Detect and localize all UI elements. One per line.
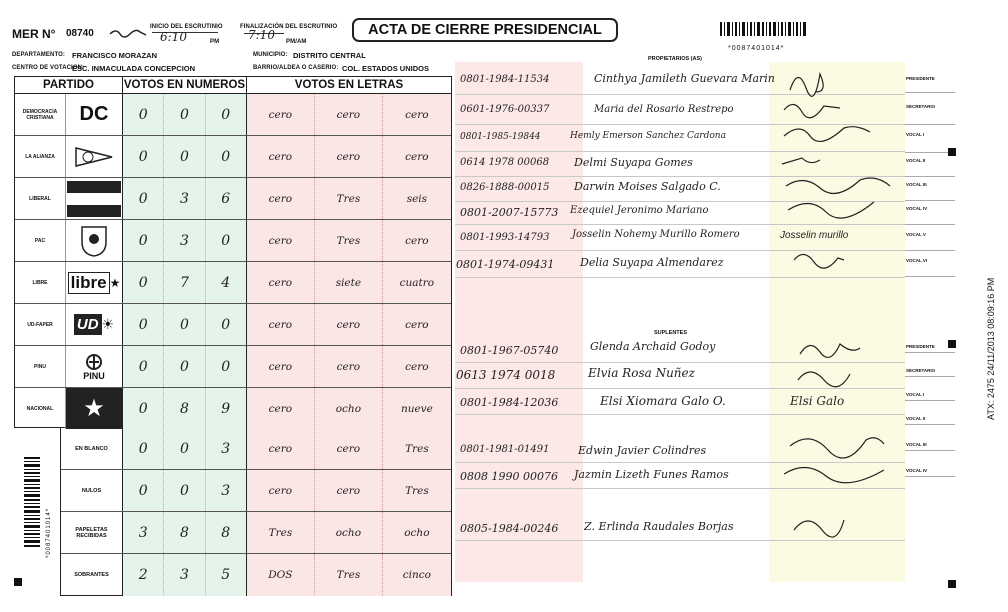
suplente-id: 0805-1984-00246 [460,522,559,535]
vote-word: cero [383,94,451,135]
row-label: EN BLANCO [61,428,123,469]
vote-digit: 3 [206,428,247,469]
vote-digit: 4 [206,262,247,303]
suplente-signature-text: Elsi Galo [790,394,845,408]
propietario-id: 0601-1976-00337 [460,104,550,115]
signature-scribble [800,344,860,357]
suplente-name: Elvia Rosa Nuñez [588,366,695,380]
vote-word: cero [247,388,315,429]
barcode-top-number: *0087401014* [728,45,785,52]
vote-digit: 0 [123,304,164,345]
barcode-top [718,22,828,44]
vote-digit: 0 [123,220,164,261]
vote-word: cero [247,346,315,387]
centro-value: ESC. INMACULADA CONCEPCION [72,64,196,73]
vote-digit: 3 [206,470,247,511]
signature-scribble [784,127,870,142]
cne-logo-icon [108,26,148,38]
vote-word: cero [247,220,315,261]
signature-scribble [790,74,823,96]
barrio-value: COL. ESTADOS UNIDOS [342,64,429,73]
role-label: VOCAL IV [906,468,928,473]
vote-word: siete [315,262,383,303]
vote-digit: 0 [164,346,205,387]
vote-digit: 3 [123,512,164,553]
role-label: SECRETARIO [906,368,936,373]
propietario-id: 0801-2007-15773 [460,206,559,219]
vote-digit: 8 [164,388,205,429]
vote-word: ocho [315,512,383,553]
suplente-name: Edwin Javier Colindres [578,444,707,457]
propietario-name: Josselin Nohemy Murillo Romero [572,229,740,240]
departamento-value: FRANCISCO MORAZAN [72,51,157,60]
suplentes-label: SUPLENTES [654,330,688,336]
propietario-name: Hemly Emerson Sanchez Cardona [570,131,726,141]
vote-word: Tres [315,178,383,219]
municipio-label: MUNICIPIO: [253,52,288,58]
suplente-id: 0808 1990 00076 [460,470,558,483]
vote-table-header [15,77,451,94]
mer-label: MER N° [12,27,56,41]
suplente-name: Elsi Xiomara Galo O. [600,394,726,408]
libre-logo-icon: libre ★ [65,262,122,303]
party-row-dc [15,94,451,136]
role-label: PRESIDENTE [906,76,935,81]
vote-digit: 6 [206,178,247,219]
propietario-name: Cinthya Jamileth Guevara Marin [594,72,775,85]
vote-digit: 0 [164,428,205,469]
vote-digit: 7 [164,262,205,303]
vote-word: cero [247,136,315,177]
suplente-id: 0613 1974 0018 [456,368,556,382]
vote-digit: 0 [206,220,247,261]
role-label: VOCAL VI [906,258,928,263]
party-name: UD-FAPER [27,321,53,328]
vote-word: cero [247,94,315,135]
vote-word: DOS [247,554,315,596]
propietario-id: 0801-1984-11534 [460,74,550,85]
role-label: VOCAL V [906,232,926,237]
party-row-libre [15,262,451,304]
vote-digit: 0 [123,94,164,135]
row-nulos [61,470,451,512]
party-row-ud [15,304,451,346]
party-row-alianza [15,136,451,178]
party-name: PAC [34,237,46,244]
registration-mark [948,148,956,156]
registration-mark [14,578,22,586]
vote-word: cero [315,304,383,345]
propietario-name: Delia Suyapa Almendarez [580,256,724,269]
suplente-name: Glenda Archaid Godoy [590,340,716,353]
inicio-meridiem: PM [210,39,220,45]
vote-digit: 8 [206,512,247,553]
vote-digit: 0 [123,470,164,511]
vote-digit: 5 [206,554,247,596]
propietario-name: Delmi Suyapa Gomes [574,156,693,169]
row-papeletas [61,512,451,554]
vote-word: cero [315,94,383,135]
signature-scribble [790,438,884,458]
row-label: PAPELETAS RECIBIDAS [61,512,123,553]
fin-meridiem: PM/AM [286,39,307,45]
suplente-name: Jazmin Lizeth Funes Ramos [574,468,729,481]
vote-digit: 0 [206,346,247,387]
centro-label: CENTRO DE VOTACION: [12,65,85,71]
party-name: LIBERAL [29,195,51,202]
vote-word: Tres [315,220,383,261]
mer-number: 08740 [66,28,94,39]
fin-time: 7:10 [248,28,275,42]
barrio-label: BARRIO/ALDEA O CASERIO: [253,65,339,71]
role-label: VOCAL I [906,132,925,137]
totals-table [60,428,452,596]
fin-label: FINALIZACIÓN DEL ESCRUTINIO [240,24,338,30]
vote-digit: 0 [206,94,247,135]
vote-digit: 8 [164,512,205,553]
propietario-id: 0614 1978 00068 [460,157,550,168]
vote-digit: 0 [123,178,164,219]
vote-word: Tres [383,470,451,511]
party-name: LA ALIANZA [25,153,55,160]
role-label: SECRETARIO [906,104,936,109]
inicio-time: 6:10 [160,30,187,44]
signature-scribble [794,254,844,268]
vote-digit: 3 [164,220,205,261]
vote-word: cero [247,178,315,219]
party-name: LIBRE [32,279,48,286]
vote-digit: 0 [206,304,247,345]
vote-word: ocho [315,388,383,429]
registration-mark [948,580,956,588]
departamento-label: DEPARTAMENTO: [12,52,65,58]
vote-digit: 2 [123,554,164,596]
vote-word: cero [383,220,451,261]
row-en-blanco [61,428,451,470]
role-label: VOCAL III [906,442,927,447]
vote-digit: 3 [164,554,205,596]
vote-word: cero [315,428,383,469]
vote-word: cero [315,470,383,511]
col-partido: PARTIDO [15,77,123,93]
suplente-id: 0801-1984-12036 [460,396,559,409]
vote-digit: 0 [164,470,205,511]
party-row-liberal [15,178,451,220]
signature-scribble [782,158,820,164]
vote-word: ocho [383,512,451,553]
role-label: VOCAL III [906,182,927,187]
vote-word: cero [383,346,451,387]
nacional-star-icon: ★ [65,388,122,429]
barcode-left [24,455,44,565]
suplente-id: 0801-1981-01491 [460,444,550,455]
party-row-pinu [15,346,451,388]
vote-digit: 0 [164,94,205,135]
document-title: ACTA DE CIERRE PRESIDENCIAL [352,18,618,42]
propietarios-signatures [780,62,900,278]
vote-word: seis [383,178,451,219]
municipio-value: DISTRITO CENTRAL [293,51,366,60]
party-name: PINU [34,363,46,370]
vote-word: Tres [247,512,315,553]
propietarios-label: PROPIETARIOS (AS) [648,56,702,62]
row-label: SOBRANTES [61,554,123,596]
vote-word: cero [383,136,451,177]
vote-word: cinco [383,554,451,596]
signature-scribble [798,372,850,387]
vote-digit: 0 [164,304,205,345]
vote-digit: 9 [206,388,247,429]
ud-logo-icon: UD ☀ [65,304,122,345]
propietario-id: 0826-1888-00015 [460,182,550,193]
party-name: DEMOCRACIA CRISTIANA [22,108,58,121]
col-numeros: VOTOS EN NUMEROS [123,79,246,91]
propietario-id: 0801-1985-19844 [460,132,541,142]
role-label: VOCAL I [906,392,925,397]
role-label: VOCAL IV [906,206,928,211]
vote-word: nueve [383,388,451,429]
col-letras: VOTOS EN LETRAS [294,79,404,91]
alianza-logo-icon [65,136,122,177]
scan-timestamp: ATX: 2475 24/11/2013 08:09:16 PM [986,277,996,420]
signature-scribble [784,467,884,482]
signature-scribble [784,104,840,117]
vote-word: cero [247,304,315,345]
vote-word: cero [247,470,315,511]
vote-digit: 0 [123,346,164,387]
vote-digit: 0 [123,136,164,177]
role-label: VOCAL II [906,158,926,163]
suplente-id: 0801-1967-05740 [460,344,559,357]
vote-digit: 0 [164,136,205,177]
vote-table [14,76,452,428]
vote-word: Tres [383,428,451,469]
vote-digit: 3 [164,178,205,219]
dc-logo-icon: DC [65,94,122,135]
vote-digit: 0 [123,388,164,429]
suplentes-signatures [780,334,900,544]
propietario-name: Ezequiel Jeronimo Mariano [570,205,709,216]
role-label: PRESIDENTE [906,344,935,349]
row-label: NULOS [61,470,123,511]
vote-word: cero [247,428,315,469]
party-name: NACIONAL [26,405,54,412]
propietario-id: 0801-1974-09431 [456,258,555,271]
party-row-nacional [15,388,451,429]
svg-text:Josselin murillo: Josselin murillo [780,230,849,241]
vote-digit: 0 [123,262,164,303]
registration-mark [948,340,956,348]
vote-digit: 0 [206,136,247,177]
barcode-left-number: *0087401014* [46,507,52,558]
signature-scribble [788,202,874,218]
signature-scribble [786,178,890,193]
vote-word: cero [315,346,383,387]
vote-word: cero [315,136,383,177]
vote-word: Tres [315,554,383,596]
propietario-name: Maria del Rosario Restrepo [594,104,734,115]
inicio-label: INICIO DEL ESCRUTINIO [150,24,223,30]
propietario-name: Darwin Moises Salgado C. [574,180,721,193]
party-row-pac [15,220,451,262]
vote-word: cero [383,304,451,345]
vote-word: cuatro [383,262,451,303]
suplente-name: Z. Erlinda Raudales Borjas [584,520,734,533]
vote-digit: 0 [123,428,164,469]
liberal-flag-icon [65,178,122,219]
vote-word: cero [247,262,315,303]
row-sobrantes [61,554,451,596]
pac-shield-icon [65,220,122,261]
propietario-id: 0801-1993-14793 [460,232,550,243]
pinu-logo-icon: PINU [65,346,122,387]
signature-scribble [794,520,844,537]
role-label: VOCAL II [906,416,926,421]
